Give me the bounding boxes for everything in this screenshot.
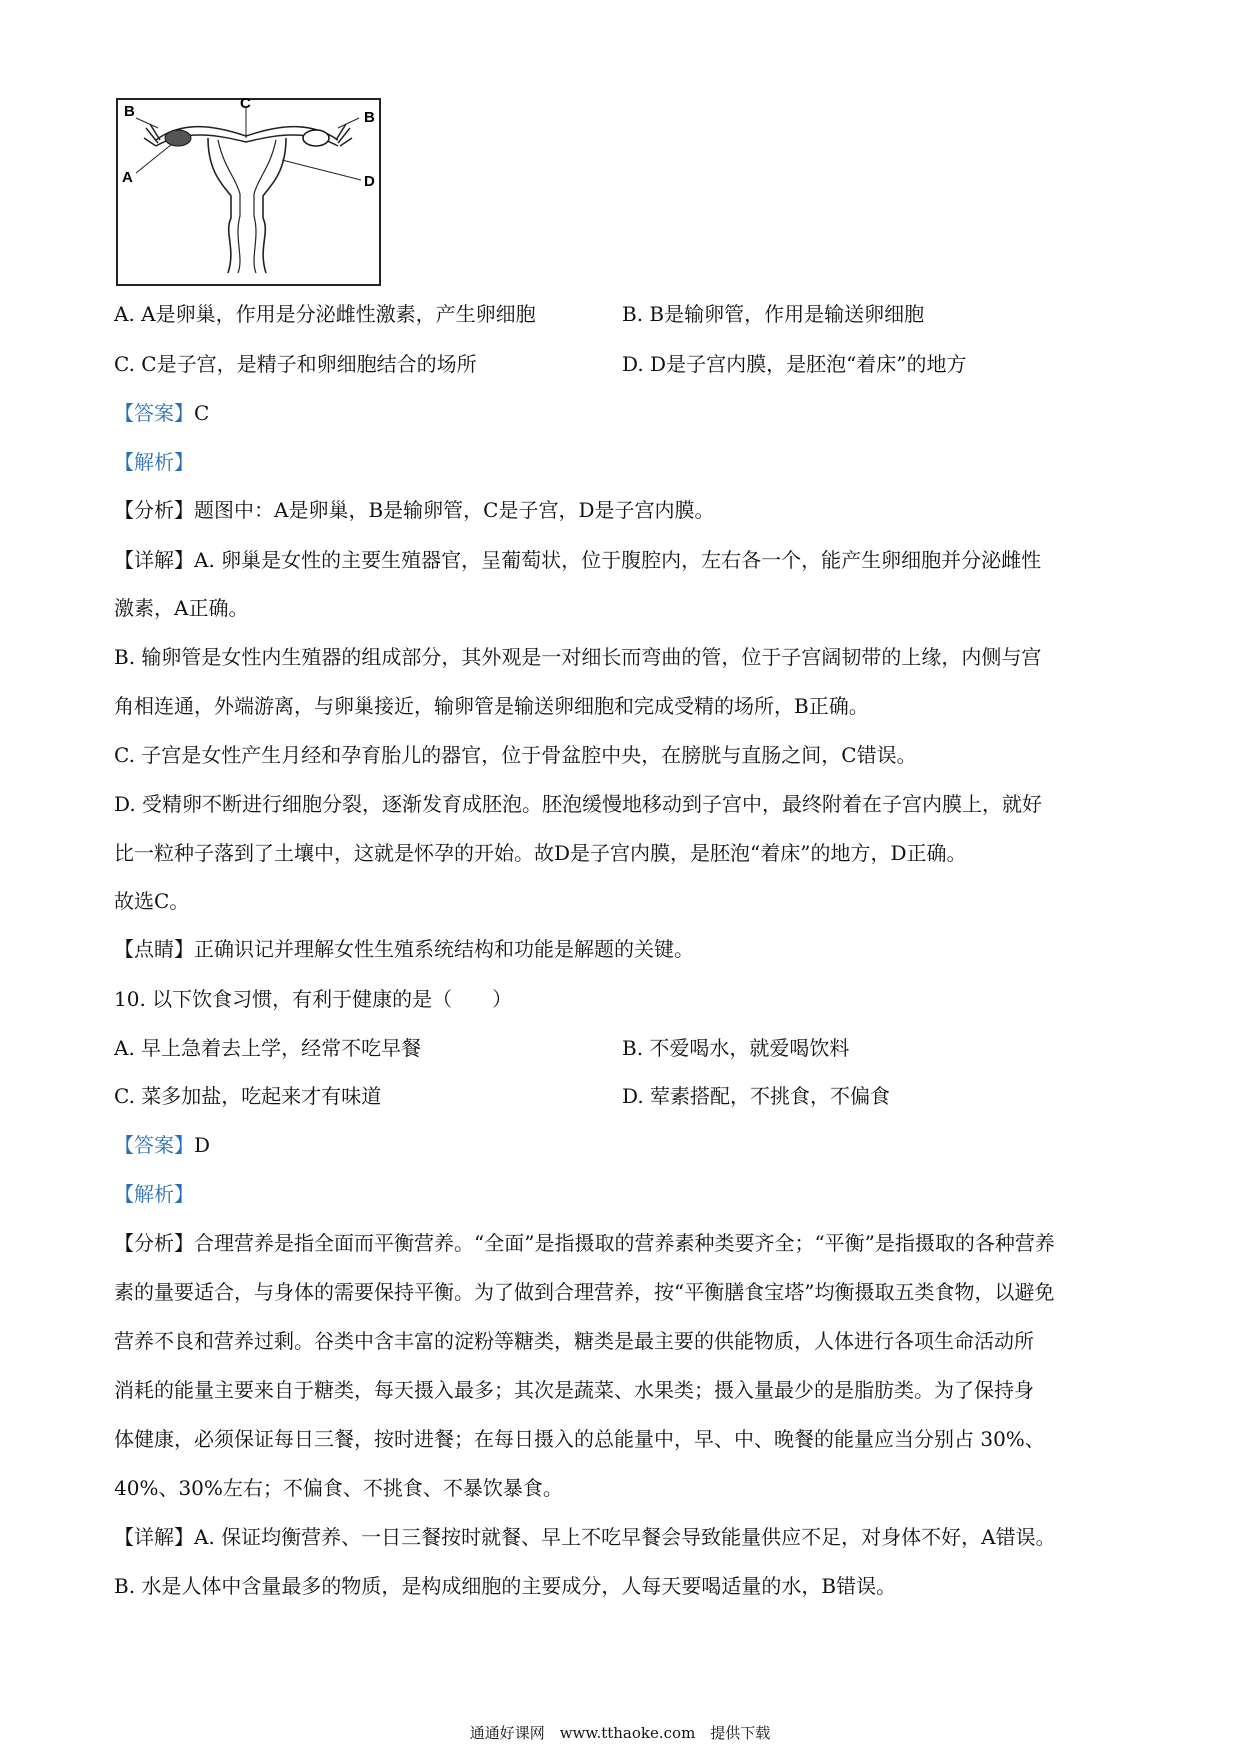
q9-answer: [114, 399, 209, 427]
q9-dianjing: [114, 935, 694, 963]
page-footer: 通通好课网 www.tthaoke.com 提供下载: [469, 1724, 771, 1742]
analysis-tag: 【解析】: [114, 450, 194, 474]
q9-xiangjie-line-3: B. 输卵管是女性内生殖器的组成部分，其外观是一对细长而弯曲的管，位于子宫阔韧带的上缘，内侧与宫: [114, 645, 1042, 669]
xiangjie-tag: 【详解】: [114, 1525, 194, 1549]
q10-fenxi-line-2: 素的量要适合，与身体的需要保持平衡。为了做到合理营养，按“平衡膳食宝塔”均衡摄取五类食物，以避免: [114, 1280, 1055, 1304]
q10-answer: [114, 1131, 210, 1159]
q9-analysis-heading: [114, 448, 194, 476]
q10-fenxi-line-4: 消耗的能量主要来自于糖类，每天摄入最多；其次是蔬菜、水果类；摄入量最少的是脂肪类。为了保持身: [114, 1378, 1034, 1402]
fenxi-tag: 【分析】: [114, 498, 194, 522]
q9-xiangjie-line-8: 故选C。: [114, 889, 190, 913]
q9-option-a: A. A是卵巢，作用是分泌雌性激素，产生卵细胞: [114, 302, 536, 326]
dianjing-text: 正确识记并理解女性生殖系统结构和功能是解题的关键。: [194, 937, 694, 961]
q9-xiangjie-line-7: 比一粒种子落到了土壤中，这就是怀孕的开始。故D是子宫内膜，是胚泡“着床”的地方，D正确。: [114, 841, 967, 865]
q10-fenxi-line-1: [114, 1229, 1055, 1257]
q10-fenxi-line-3: 营养不良和营养过剩。谷类中含丰富的淀粉等糖类，糖类是最主要的供能物质，人体进行各项生命活动所: [114, 1329, 1034, 1353]
figure-label-b-left: B: [124, 103, 135, 120]
xiangjie-text: A. 卵巢是女性的主要生殖器官，呈葡萄状，位于腹腔内，左右各一个，能产生卵细胞并分泌雌性: [194, 548, 1042, 572]
q10-option-d: D. 荤素搭配，不挑食，不偏食: [622, 1084, 891, 1108]
xiangjie-tag: 【详解】: [114, 548, 194, 572]
q9-xiangjie-line-6: D. 受精卵不断进行细胞分裂，逐渐发育成胚泡。胚泡缓慢地移动到子宫中，最终附着在子宫内膜上，就好: [114, 792, 1043, 816]
q10-fenxi-line-5: 体健康，必须保证每日三餐，按时进餐；在每日摄入的总能量中，早、中、晚餐的能量应当分别占 30%、: [114, 1427, 1045, 1451]
q10-xiangjie-line-b: B. 水是人体中含量最多的物质，是构成细胞的主要成分，人每天要喝适量的水，B错误。: [114, 1574, 897, 1598]
q9-xiangjie-line-4: 角相连通，外端游离，与卵巢接近，输卵管是输送卵细胞和完成受精的场所，B正确。: [114, 694, 869, 718]
q10-xiangjie: [114, 1523, 1056, 1551]
q10-option-c: C. 菜多加盐，吃起来才有味道: [114, 1084, 382, 1108]
figure-label-c: C: [240, 98, 251, 112]
dianjing-tag: 【点睛】: [114, 937, 194, 961]
answer-tag: 【答案】: [114, 401, 194, 425]
answer-value: C: [194, 401, 210, 425]
q9-xiangjie-line-5: C. 子宫是女性产生月经和孕育胎儿的器官，位于骨盆腔中央，在膀胱与直肠之间，C错误。: [114, 743, 917, 767]
analysis-tag: 【解析】: [114, 1182, 194, 1206]
answer-tag: 【答案】: [114, 1133, 194, 1157]
q10-fenxi-line-6: 40%、30%左右；不偏食、不挑食、不暴饮暴食。: [114, 1476, 563, 1500]
reproductive-system-figure: [116, 98, 381, 286]
q9-option-d: D. D是子宫内膜，是胚泡“着床”的地方: [622, 352, 967, 376]
fenxi-text: 合理营养是指全面而平衡营养。“全面”是指摄取的营养素种类要齐全；“平衡”是指摄取的各种营养: [194, 1231, 1055, 1255]
q9-fenxi: [114, 496, 714, 524]
q10-analysis-heading: [114, 1180, 194, 1208]
fenxi-text: 题图中：A是卵巢，B是输卵管，C是子宫，D是子宫内膜。: [194, 498, 715, 522]
q9-xiangjie-line-2: 激素，A正确。: [114, 596, 249, 620]
q10-stem: 10. 以下饮食习惯，有利于健康的是（ ）: [114, 987, 513, 1011]
figure-label-a: A: [122, 169, 133, 186]
figure-label-b-right: B: [364, 109, 375, 126]
q9-option-c: C. C是子宫，是精子和卵细胞结合的场所: [114, 352, 477, 376]
fenxi-tag: 【分析】: [114, 1231, 194, 1255]
q10-option-a: A. 早上急着去上学，经常不吃早餐: [114, 1036, 422, 1060]
xiangjie-text: A. 保证均衡营养、一日三餐按时就餐、早上不吃早餐会导致能量供应不足，对身体不好，A错误。: [194, 1525, 1056, 1549]
q10-option-b: B. 不爱喝水，就爱喝饮料: [622, 1036, 850, 1060]
figure-label-d: D: [364, 173, 375, 190]
answer-value: D: [194, 1133, 211, 1157]
q9-xiangjie-line-1: [114, 546, 1041, 574]
q9-option-b: B. B是输卵管，作用是输送卵细胞: [622, 302, 925, 326]
